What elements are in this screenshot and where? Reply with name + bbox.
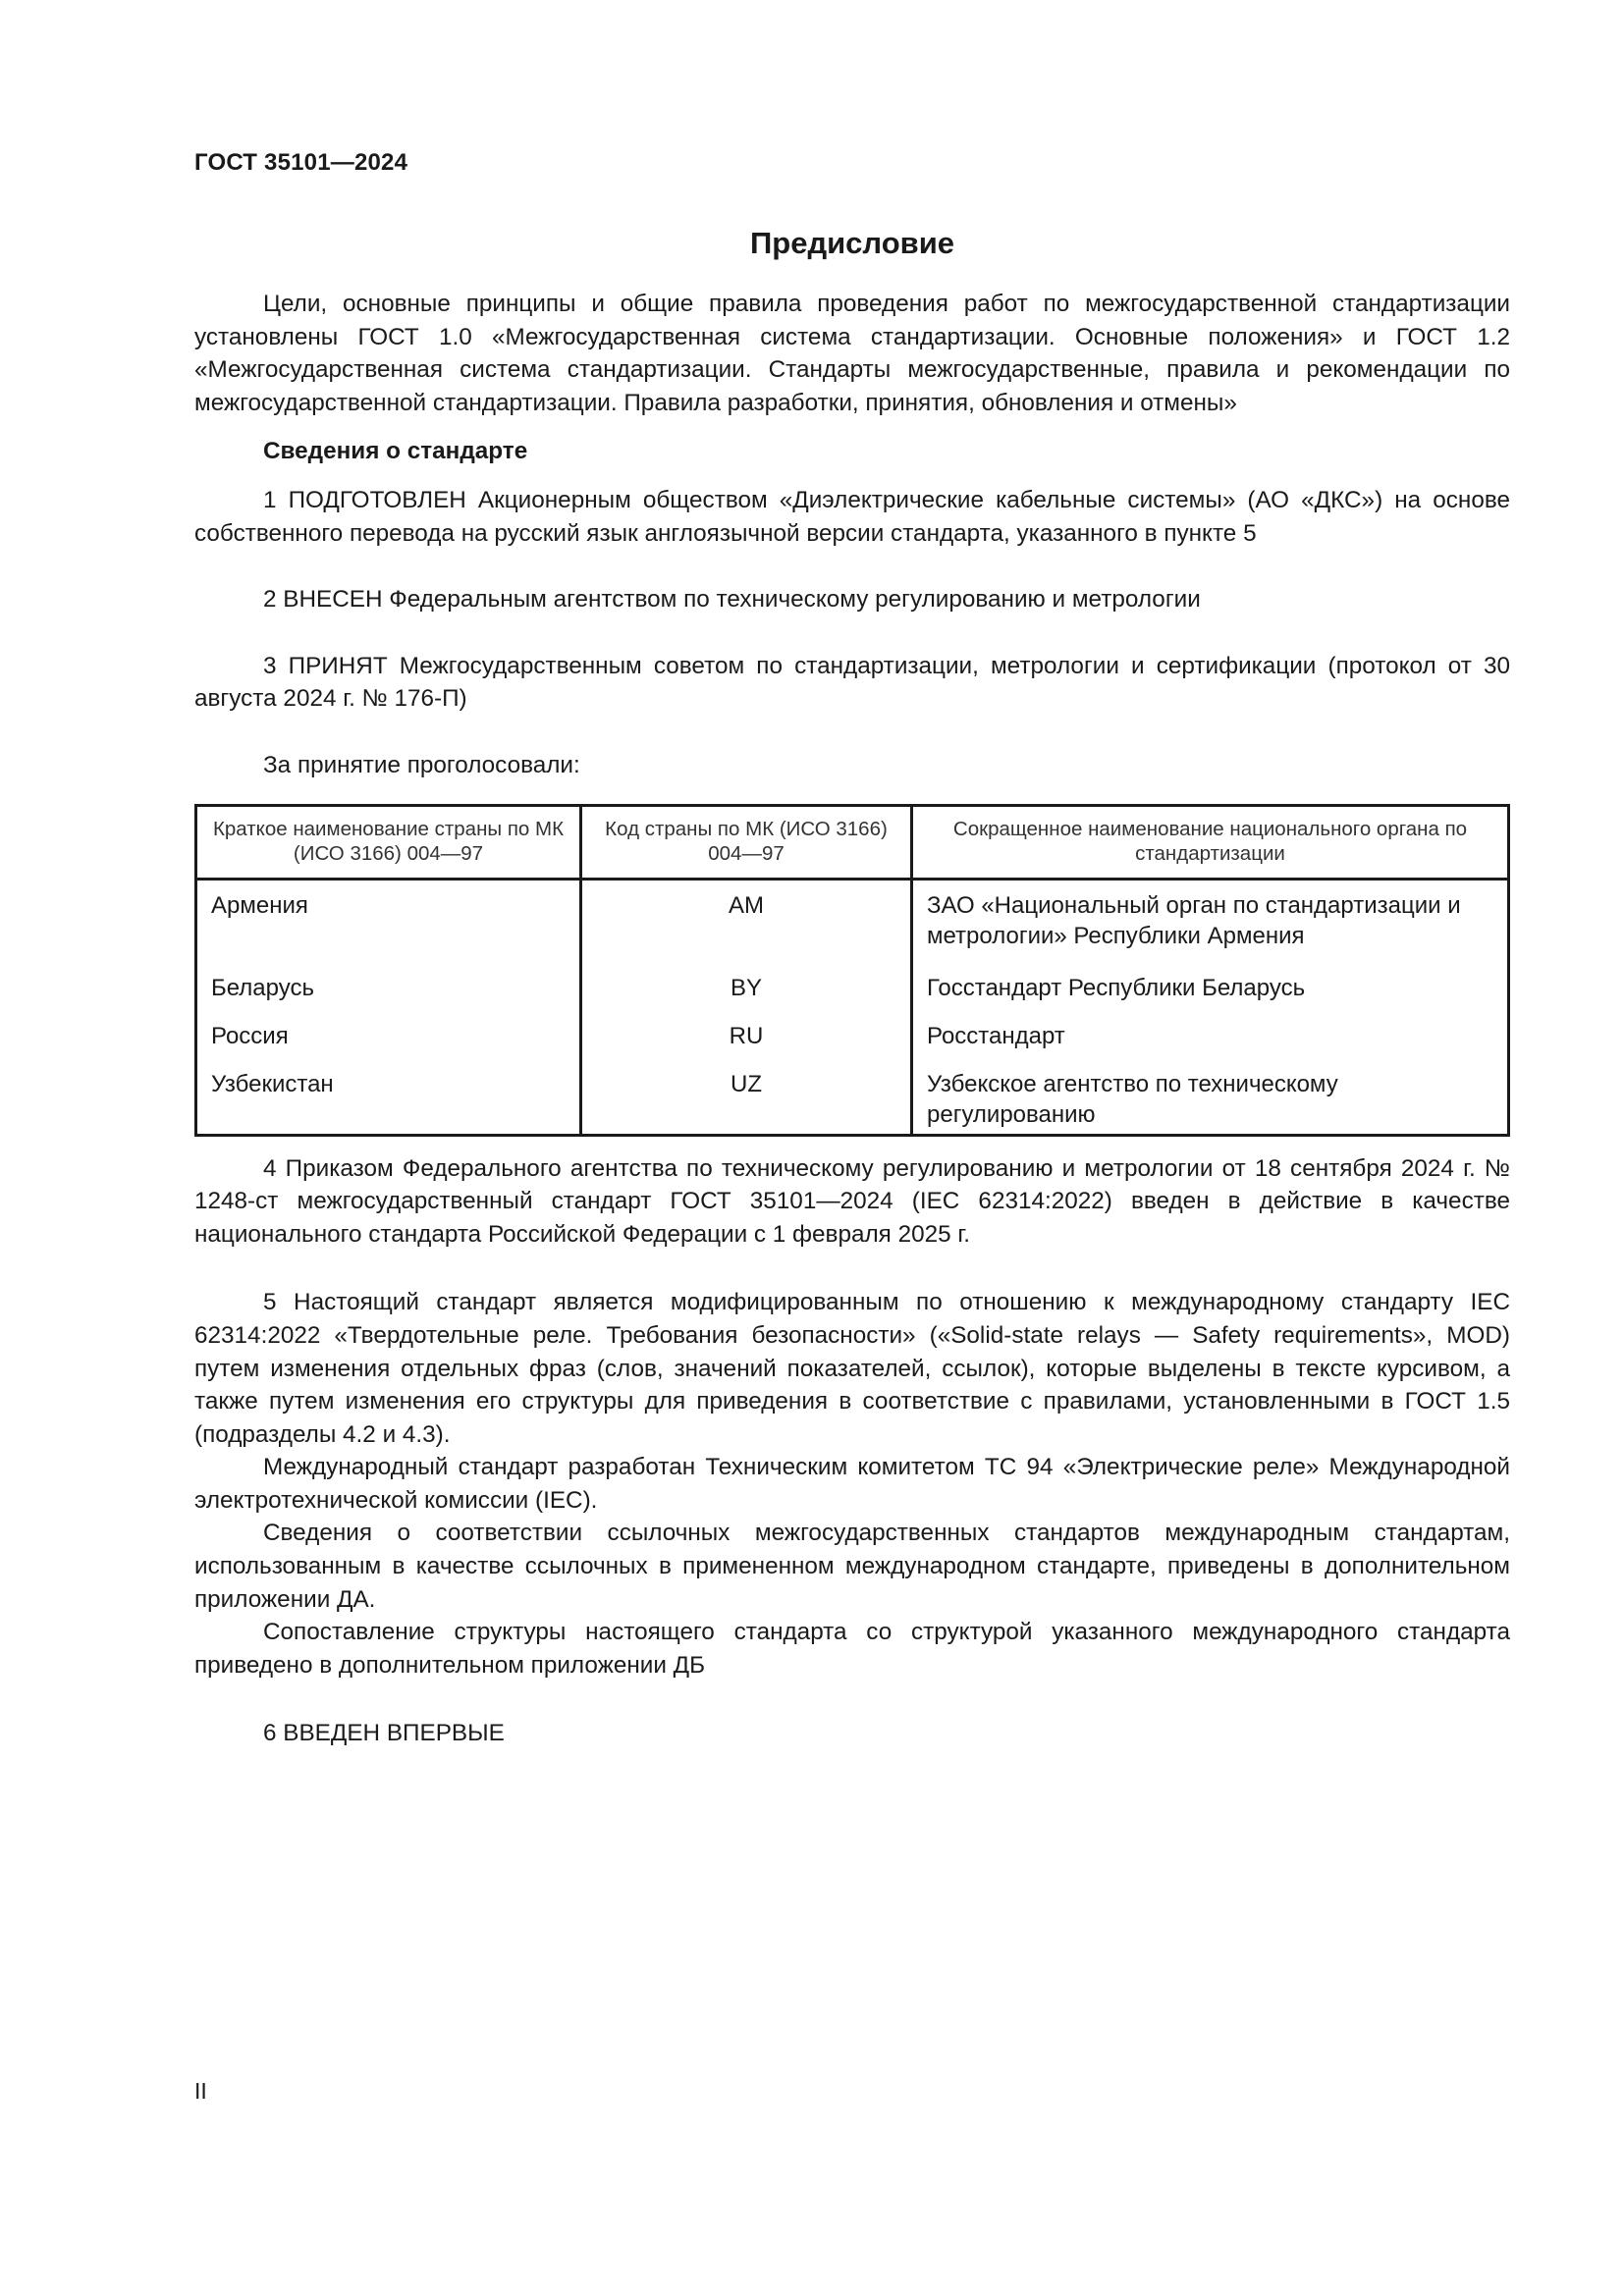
table-row (196, 879, 1509, 963)
voting-table (194, 804, 1510, 1137)
column-header-code: Код страны по МК (ИСО 3166) 004—97 (581, 805, 912, 879)
document-code: ГОСТ 35101—2024 (194, 149, 408, 176)
intro-paragraph: Цели, основные принципы и общие правила проведения работ по межгосударственной стандартизации установлены ГОСТ 1.0 «Межгосударственная система стандартизации. Основные положения» и ГОСТ 1.2 «Межгосударственная система стандартизации. Стандарты межгосударственные, правила и рекомендации по межгосударственной стандартизации. Правила разработки, принятия, обновления и отмены» (194, 291, 1510, 416)
cell-code: AM (581, 879, 912, 963)
item-4-paragraph: 4 Приказом Федерального агентства по техническому регулированию и метрологии от 18 сентября 2024 г. № 1248-ст межгосударственный стандарт ГОСТ 35101—2024 (IEC 62314:2022) введен в действие в качестве национального стандарта Российской Федерации с 1 февраля 2025 г. (194, 1154, 1510, 1248)
item-2-paragraph: 2 ВНЕСЕН Федеральным агентством по техническому регулированию и метрологии (263, 586, 1201, 614)
item-6-paragraph: 6 ВВЕДЕН ВПЕРВЫЕ (263, 1720, 505, 1747)
cell-country: Беларусь (196, 963, 581, 1011)
cell-code: BY (581, 963, 912, 1011)
item-5-structure-paragraph: Сопоставление структуры настоящего стандарта со структурой указанного международного стандарта приведено в дополнительном приложении ДБ (194, 1619, 1510, 1679)
item-5-paragraph: 5 Настоящий стандарт является модифицированным по отношению к международному стандарту IEC 62314:2022 «Твердотельные реле. Требования безопасности» («Solid-state relays — Safety requirements», MOD) путем изменения отдельных фраз (слов, значений показателей, ссылок), которые выделены в тексте курсивом, а также путем изменения его структуры для приведения в соответствие с правилами, установленными в ГОСТ 1.5 (подразделы 4.2 и 4.3). (194, 1289, 1510, 1448)
table-row (196, 963, 1509, 1011)
cell-body: Узбекское агентство по техническому регулированию (912, 1059, 1509, 1136)
cell-body: Госстандарт Республики Беларусь (912, 963, 1509, 1011)
voted-label: За принятие проголосовали: (263, 751, 580, 778)
cell-body: Росстандарт (912, 1011, 1509, 1059)
table-row (196, 1059, 1509, 1136)
item-5-references-paragraph: Сведения о соответствии ссылочных межгосударственных стандартов международным стандартам, использованным в качестве ссылочных в примененном международном стандарте, приведены в дополнительном приложении ДА. (194, 1520, 1510, 1613)
cell-country: Узбекистан (196, 1059, 581, 1136)
cell-code: UZ (581, 1059, 912, 1136)
column-header-body: Сокращенное наименование национального органа по стандартизации (912, 805, 1509, 879)
cell-country: Армения (196, 879, 581, 963)
page-title: Предисловие (749, 226, 954, 260)
page-number: II (194, 2078, 207, 2104)
item-1-paragraph: 1 ПОДГОТОВЛЕН Акционерным обществом «Диэлектрические кабельные системы» (АО «ДКС») на основе собственного перевода на русский язык англоязычной версии стандарта, указанного в пункте 5 (194, 486, 1510, 547)
cell-body: ЗАО «Национальный орган по стандартизации и метрологии» Республики Армения (912, 879, 1509, 963)
table-header-row (196, 805, 1509, 879)
item-3-paragraph: 3 ПРИНЯТ Межгосударственным советом по стандартизации, метрологии и сертификации (протокол от 30 августа 2024 г. № 176-П) (194, 652, 1510, 713)
table-row (196, 1011, 1509, 1059)
item-5-committee-paragraph: Международный стандарт разработан Техническим комитетом ТС 94 «Электрические реле» Международной электротехнической комиссии (IEC). (194, 1454, 1510, 1514)
document-page (194, 0, 1510, 2296)
column-header-country: Краткое наименование страны по МК (ИСО 3166) 004—97 (196, 805, 581, 879)
cell-country: Россия (196, 1011, 581, 1059)
cell-code: RU (581, 1011, 912, 1059)
document-body (194, 288, 1510, 1750)
section-heading-info: Сведения о стандарте (263, 438, 528, 465)
